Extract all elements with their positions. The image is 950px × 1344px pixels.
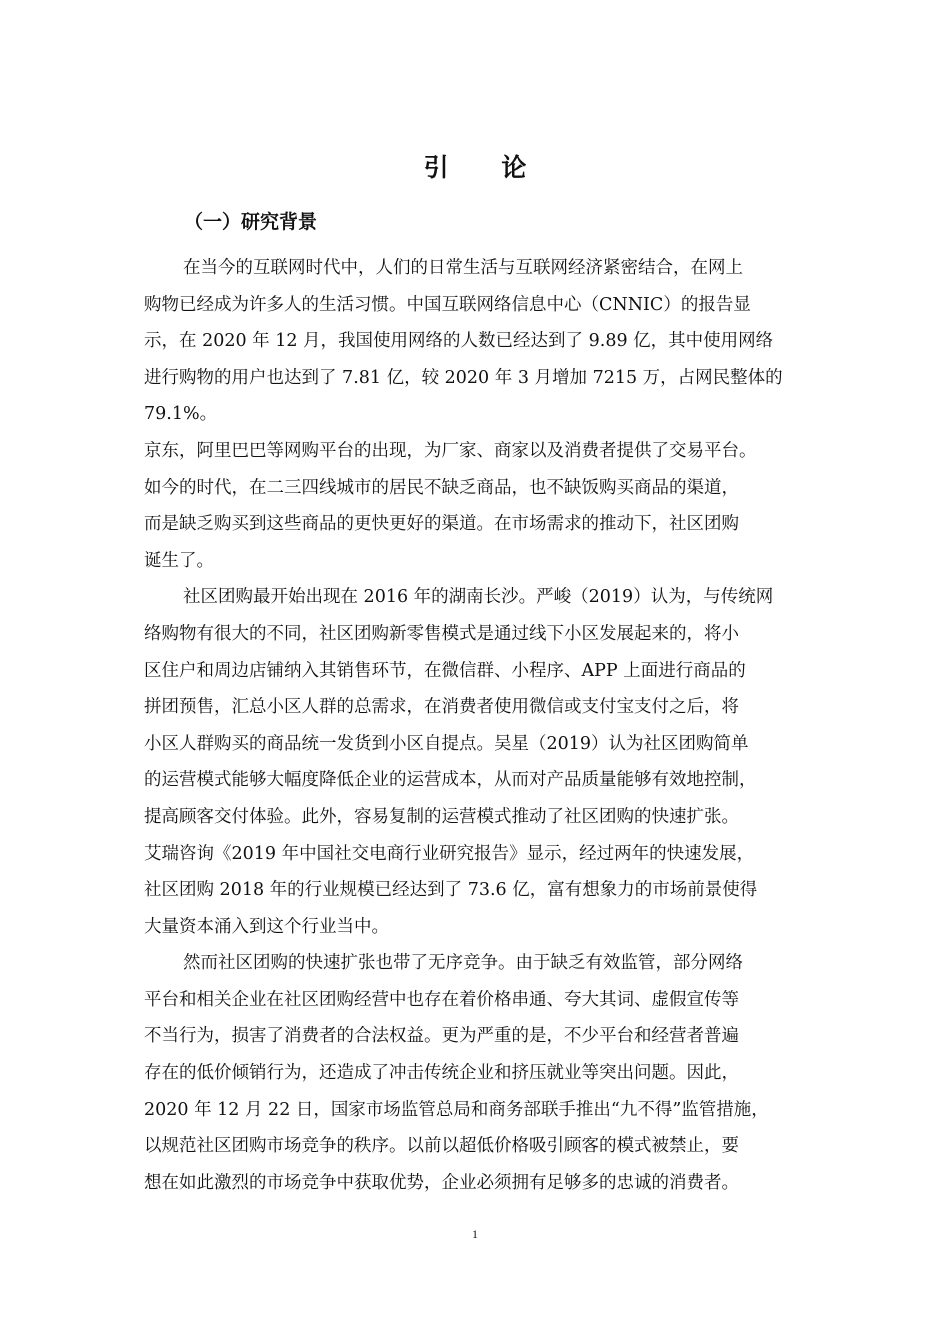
text-line: 存在的低价倾销行为，还造成了冲击传统企业和挤压就业等突出问题。因此， [144,1063,739,1084]
text-line: 大量资本涌入到这个行业当中。 [144,916,389,937]
text-line: 艾瑞咨询《2019 年中国社交电商行业研究报告》显示，经过两年的快速发展， [144,843,755,864]
text-line: 进行购物的用户也达到了 7.81 亿，较 2020 年 3 月增加 7215 万，占网民整体的 [144,367,783,388]
text-line: 络购物有很大的不同，社区团购新零售模式是通过线下小区发展起来的，将小 [144,623,739,644]
text-line: 平台和相关企业在社区团购经营中也存在着价格串通、夸大其词、虚假宣传等 [144,989,739,1010]
text-line: 区住户和周边店铺纳入其销售环节，在微信群、小程序、APP 上面进行商品的 [144,660,746,681]
body-text [144,250,824,1201]
text-line: 社区团购 2018 年的行业规模已经达到了 73.6 亿，富有想象力的市场前景使得 [144,880,758,901]
text-line: 拼团预售，汇总小区人群的总需求，在消费者使用微信或支付宝支付之后，将 [144,697,739,718]
text-line: 小区人群购买的商品统一发货到小区自提点。吴星（2019）认为社区团购简单 [144,733,749,754]
text-line: 想在如此激烈的市场竞争中获取优势，企业必须拥有足够多的忠诚的消费者。 [144,1172,739,1193]
text-line: 提高顾客交付体验。此外，容易复制的运营模式推动了社区团购的快速扩张。 [144,806,739,827]
text-line: 在当今的互联网时代中，人们的日常生活与互联网经济紧密结合，在网上 [183,258,743,278]
text-line: 2020 年 12 月 22 日，国家市场监管总局和商务部联手推出“九不得”监管措施， [144,1099,769,1120]
text-line: 79.1%。 [144,404,218,425]
text-line: 京东，阿里巴巴等网购平台的出现，为厂家、商家以及消费者提供了交易平台。 [144,440,757,461]
text-line: 而是缺乏购买到这些商品的更快更好的渠道。在市场需求的推动下，社区团购 [144,514,739,535]
text-line: 的运营模式能够大幅度降低企业的运营成本，从而对产品质量能够有效地控制， [144,770,757,791]
page-title: 引 论 [423,153,549,182]
text-line: 示，在 2020 年 12 月，我国使用网络的人数已经达到了 9.89 亿，其中使用网络 [144,331,774,352]
section-heading: （一）研究背景 [184,211,318,233]
text-line: 如今的时代，在二三四线城市的居民不缺乏商品，也不缺饭购买商品的渠道， [144,477,739,498]
page-number: 1 [472,1227,478,1241]
text-line: 不当行为，损害了消费者的合法权益。更为严重的是，不少平台和经营者普遍 [144,1026,739,1047]
text-line: 诞生了。 [144,550,214,571]
text-line: 以规范社区团购市场竞争的秩序。以前以超低价格吸引顾客的模式被禁止，要 [144,1136,739,1157]
text-line: 购物已经成为许多人的生活习惯。中国互联网络信息中心（CNNIC）的报告显 [144,294,751,315]
text-line: 社区团购最开始出现在 2016 年的湖南长沙。严峻（2019）认为，与传统网 [183,587,774,608]
text-line: 然而社区团购的快速扩张也带了无序竞争。由于缺乏有效监管，部分网络 [183,953,743,974]
